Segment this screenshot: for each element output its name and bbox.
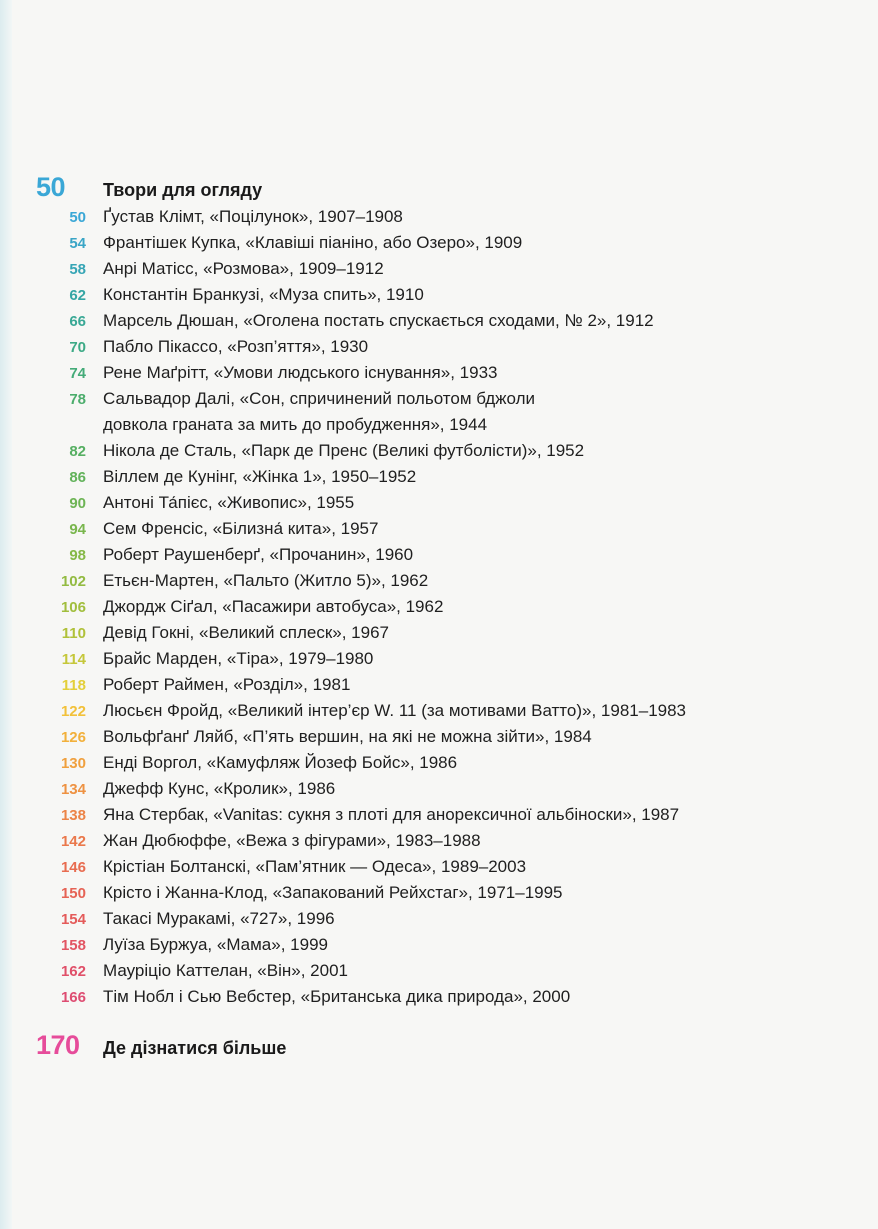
- toc-page-number: 94: [69, 521, 86, 538]
- toc-page-number: 138: [60, 807, 86, 824]
- toc-entry: [36, 438, 836, 464]
- toc-entry-title: Мауріціо Каттелан, «Він», 2001: [103, 961, 348, 980]
- toc-page-number: 98: [69, 547, 86, 564]
- toc-page-number: 102: [60, 573, 86, 590]
- toc-page-number: 110: [61, 625, 86, 642]
- toc-entry-title: Антоні Та́пієс, «Живопис», 1955: [103, 493, 355, 512]
- section-title: Твори для огляду: [103, 180, 263, 200]
- toc-entry: [36, 282, 836, 308]
- toc-entry-title: Франтішек Купка, «Клавіші піаніно, або Озеро», 1909: [103, 233, 523, 252]
- toc-page-number: 134: [60, 781, 86, 798]
- toc-page-number: 126: [60, 729, 86, 746]
- toc-entry: [36, 334, 836, 360]
- toc-entry-title: Рене Маґрітт, «Умови людського існування», 1933: [103, 363, 498, 382]
- toc-entry-title: Девід Гокні, «Великий сплеск», 1967: [103, 623, 389, 642]
- toc-entry: [36, 958, 836, 984]
- toc-page-number: 166: [60, 989, 86, 1006]
- toc-page-number: 90: [69, 495, 86, 512]
- toc-entry: [36, 750, 836, 776]
- toc-entry: [36, 516, 836, 542]
- toc-entry: [36, 854, 836, 880]
- toc-entry: [36, 464, 836, 490]
- section-heading-further-reading: [36, 1030, 286, 1061]
- toc-entry-title: Яна Стербак, «Vanitas: сукня з плоті для анорексичної альбіноски», 1987: [103, 805, 680, 824]
- toc-entry-title: Сальвадор Далі, «Сон, спричинений польотом бджоли довкола граната за мить до пробудження», 1944: [103, 389, 535, 434]
- section-heading-works: [36, 172, 262, 203]
- toc-entry-title: Брайс Марден, «Тіра», 1979–1980: [103, 649, 374, 668]
- toc-list: [36, 204, 836, 1010]
- toc-page-number: 50: [69, 209, 86, 226]
- toc-entry-title: Жан Дюбюффе, «Вежа з фігурами», 1983–1988: [103, 831, 481, 850]
- toc-page-number: 154: [60, 911, 86, 928]
- toc-entry-title: Ґустав Клімт, «Поцілунок», 1907–1908: [103, 207, 403, 226]
- toc-entry-title: Пабло Пікассо, «Розп’яття», 1930: [103, 337, 369, 356]
- toc-entry: [36, 308, 836, 334]
- toc-page-number: 158: [60, 937, 86, 954]
- toc-page-number: 58: [69, 261, 86, 278]
- toc-entry: [36, 542, 836, 568]
- toc-page-number: 74: [69, 365, 86, 382]
- toc-entry-title: Енді Воргол, «Камуфляж Йозеф Бойс», 1986: [103, 753, 458, 772]
- toc-page-number: 130: [60, 755, 86, 772]
- toc-entry: [36, 204, 836, 230]
- toc-page-number: 82: [69, 443, 86, 460]
- toc-entry-title: Етьєн-Мартен, «Пальто (Житло 5)», 1962: [103, 571, 429, 590]
- toc-page-number: 122: [60, 703, 86, 720]
- section-page-number: 170: [36, 1030, 80, 1060]
- toc-page-number: 86: [69, 469, 86, 486]
- toc-entry: [36, 360, 836, 386]
- toc-entry: [36, 490, 836, 516]
- toc-page-number: 106: [60, 599, 86, 616]
- toc-entry: [36, 230, 836, 256]
- toc-entry: [36, 932, 836, 958]
- toc-page-number: 70: [69, 339, 86, 356]
- toc-page-number: 78: [69, 391, 86, 408]
- toc-page-number: 114: [61, 651, 86, 668]
- toc-entry-title: Константін Бранкузі, «Муза спить», 1910: [103, 285, 424, 304]
- toc-entry: [36, 672, 836, 698]
- toc-entry: [36, 646, 836, 672]
- toc-entry: [36, 776, 836, 802]
- toc-page-number: 54: [69, 235, 86, 252]
- toc-entry: [36, 880, 836, 906]
- toc-page-number: 146: [60, 859, 86, 876]
- toc-entry-title: Крісто і Жанна-Клод, «Запакований Рейхстаг», 1971–1995: [103, 883, 563, 902]
- toc-entry: [36, 620, 836, 646]
- toc-entry: [36, 698, 836, 724]
- toc-page-number: 62: [69, 287, 86, 304]
- toc-entry: [36, 568, 836, 594]
- toc-entry-title: Роберт Раймен, «Розділ», 1981: [103, 675, 351, 694]
- section-page-number: 50: [36, 172, 66, 202]
- toc-entry-title: Люсьєн Фройд, «Великий інтер’єр W. 11 (за мотивами Ватто)», 1981–1983: [103, 701, 687, 720]
- toc-page-number: 150: [60, 885, 86, 902]
- toc-entry-title: Джордж Сіґал, «Пасажири автобуса», 1962: [103, 597, 444, 616]
- toc-entry-title: Луїза Буржуа, «Мама», 1999: [103, 935, 328, 954]
- toc-page-number: 142: [60, 833, 86, 850]
- toc-entry: [36, 906, 836, 932]
- toc-entry-title: Марсель Дюшан, «Оголена постать спускається сходами, № 2», 1912: [103, 311, 654, 330]
- toc-entry: [36, 594, 836, 620]
- toc-entry-title: Джефф Кунс, «Кролик», 1986: [103, 779, 336, 798]
- toc-entry: [36, 256, 836, 282]
- toc-entry: [36, 386, 836, 438]
- toc-entry: [36, 984, 836, 1010]
- toc-entry: [36, 802, 836, 828]
- toc-entry-title: Роберт Раушенберґ, «Прочанин», 1960: [103, 545, 414, 564]
- section-title: Де дізнатися більше: [103, 1038, 287, 1058]
- toc-entry-title: Такасі Муракамі, «727», 1996: [103, 909, 335, 928]
- toc-entry-title: Сем Френсіс, «Білизна́ кита», 1957: [103, 519, 379, 538]
- toc-entry-title: Анрі Матісс, «Розмова», 1909–1912: [103, 259, 384, 278]
- toc-entry-title: Крістіан Болтанскі, «Пам’ятник — Одеса», 1989–2003: [103, 857, 527, 876]
- toc-entry: [36, 724, 836, 750]
- page-edge: [0, 0, 12, 1229]
- toc-entry-title: Вольфґанґ Ляйб, «П’ять вершин, на які не можна зійти», 1984: [103, 727, 592, 746]
- toc-page-number: 66: [69, 313, 86, 330]
- toc-entry-title: Тім Нобл і Сью Вебстер, «Британська дика природа», 2000: [103, 987, 571, 1006]
- toc-entry-title: Нікола де Сталь, «Парк де Пренс (Великі футболісти)», 1952: [103, 441, 585, 460]
- toc-page-number: 118: [61, 677, 86, 694]
- toc-page-number: 162: [60, 963, 86, 980]
- toc-entry: [36, 828, 836, 854]
- toc-entry-title: Віллем де Кунінг, «Жінка 1», 1950–1952: [103, 467, 417, 486]
